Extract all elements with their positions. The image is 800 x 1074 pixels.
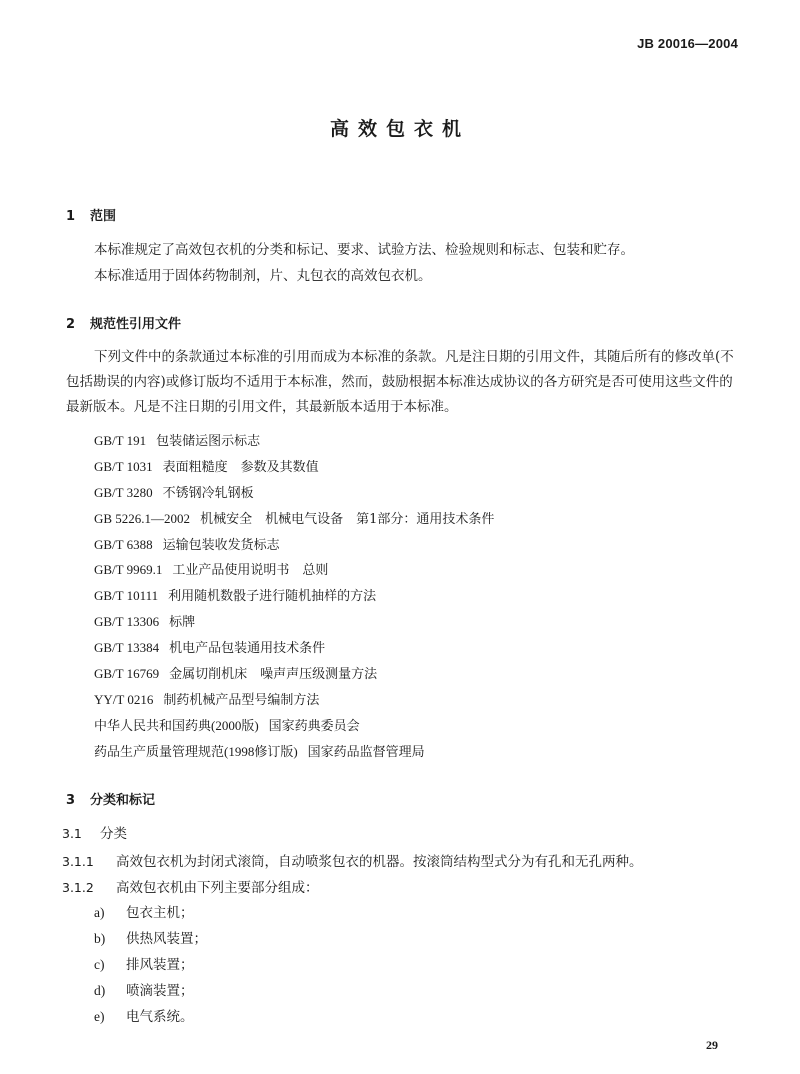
reference-item [94, 454, 494, 480]
reference-code: GB/T 13306 [94, 614, 160, 630]
reference-item [94, 609, 494, 635]
reference-title: 标牌 [169, 615, 196, 631]
reference-title: 运输包装收发货标志 [162, 537, 280, 553]
clause-number: 3.1.1 [62, 854, 94, 869]
reference-item [94, 635, 494, 661]
reference-item [94, 480, 494, 506]
list-letter: b) [94, 931, 106, 946]
list-text: 包衣主机； [126, 905, 194, 921]
reference-item [94, 428, 494, 454]
reference-title: 金属切削机床 噪声声压级测量方法 [169, 667, 378, 683]
references-intro: 下列文件中的条款通过本标准的引用而成为本标准的条款。凡是注日期的引用文件，其随后所有的修改单(不包括勘误的内容)或修订版均不适用于本标准，然而，鼓励根据本标准达成协议的各方研究是否可使用这些文件的最新版本。凡是不注日期的引用文件，其最新版本适用于本标准。 [66, 349, 734, 415]
reference-title: 利用随机数骰子进行随机抽样的方法 [168, 589, 377, 605]
component-list [94, 900, 207, 1030]
reference-title: 不锈钢冷轧钢板 [162, 485, 254, 501]
reference-item [94, 506, 494, 532]
list-letter: d) [94, 983, 106, 998]
section-title: 规范性引用文件 [90, 317, 182, 332]
reference-title: 表面粗糙度 参数及其数值 [162, 459, 319, 475]
reference-title: 国家药典委员会 [268, 718, 360, 734]
list-item [94, 1004, 207, 1030]
reference-item [94, 687, 494, 713]
clause-3-1-2 [62, 876, 319, 896]
section-2-heading [66, 313, 181, 332]
page-number: 29 [706, 1038, 718, 1052]
reference-code: GB/T 6388 [94, 536, 153, 552]
scope-paragraph-1: 本标准规定了高效包衣机的分类和标记、要求、试验方法、检验规则和标志、包装和贮存。 [94, 242, 634, 258]
list-text: 供热风装置； [126, 931, 207, 947]
reference-code: GB/T 16769 [94, 666, 160, 682]
reference-item [94, 557, 494, 583]
reference-code: GB/T 1031 [94, 458, 153, 474]
reference-item [94, 661, 494, 687]
list-text: 喷滴装置； [126, 983, 194, 999]
section-3-heading [66, 789, 155, 808]
clause-text: 分类 [100, 826, 127, 842]
reference-title: 机械安全 机械电气设备 第1部分：通用技术条件 [200, 511, 495, 527]
list-letter: c) [94, 957, 105, 972]
clause-3-1-1 [62, 850, 643, 870]
reference-code: GB/T 10111 [94, 588, 159, 604]
reference-title: 包装储运图示标志 [156, 434, 261, 449]
reference-title: 机电产品包装通用技术条件 [169, 641, 326, 657]
reference-title: 国家药品监督管理局 [307, 744, 425, 760]
reference-list [94, 428, 494, 765]
document-title: 高效包衣机 [329, 118, 470, 140]
section-number: 3 [66, 793, 76, 808]
section-title: 分类和标记 [90, 793, 156, 808]
reference-title: 制药机械产品型号编制方法 [163, 692, 320, 708]
clause-text: 高效包衣机为封闭式滚筒，自动喷浆包衣的机器。按滚筒结构型式分为有孔和无孔两种。 [116, 854, 643, 870]
reference-code: GB/T 9969.1 [94, 562, 163, 578]
reference-code: 药品生产质量管理规范(1998修订版) [94, 743, 298, 759]
standard-number: JB 20016—2004 [637, 36, 738, 51]
list-letter: a) [94, 905, 105, 920]
scope-paragraph-2: 本标准适用于固体药物制剂，片、丸包衣的高效包衣机。 [94, 268, 432, 284]
reference-code: GB/T 191 [94, 433, 147, 448]
clause-number: 3.1 [62, 826, 82, 841]
reference-code: GB 5226.1—2002 [94, 510, 191, 526]
list-item [94, 900, 207, 926]
list-item [94, 952, 207, 978]
section-number: 1 [66, 209, 76, 224]
reference-code: GB/T 13384 [94, 640, 160, 656]
clause-number: 3.1.2 [62, 880, 94, 895]
section-number: 2 [66, 317, 76, 332]
clause-3-1 [62, 822, 127, 842]
reference-item [94, 583, 494, 609]
reference-code: GB/T 3280 [94, 484, 153, 500]
section-title: 范围 [90, 209, 117, 224]
reference-item [94, 532, 494, 558]
reference-item [94, 739, 494, 765]
list-text: 电气系统。 [126, 1009, 194, 1025]
list-letter: e) [94, 1009, 105, 1024]
list-item [94, 978, 207, 1004]
reference-code: 中华人民共和国药典(2000版) [94, 717, 259, 733]
clause-text: 高效包衣机由下列主要部分组成： [116, 880, 319, 896]
reference-title: 工业产品使用说明书 总则 [172, 563, 329, 579]
list-item [94, 926, 207, 952]
reference-code: YY/T 0216 [94, 691, 154, 707]
list-text: 排风装置； [126, 957, 194, 973]
section-1-heading [66, 205, 116, 224]
reference-item [94, 713, 494, 739]
